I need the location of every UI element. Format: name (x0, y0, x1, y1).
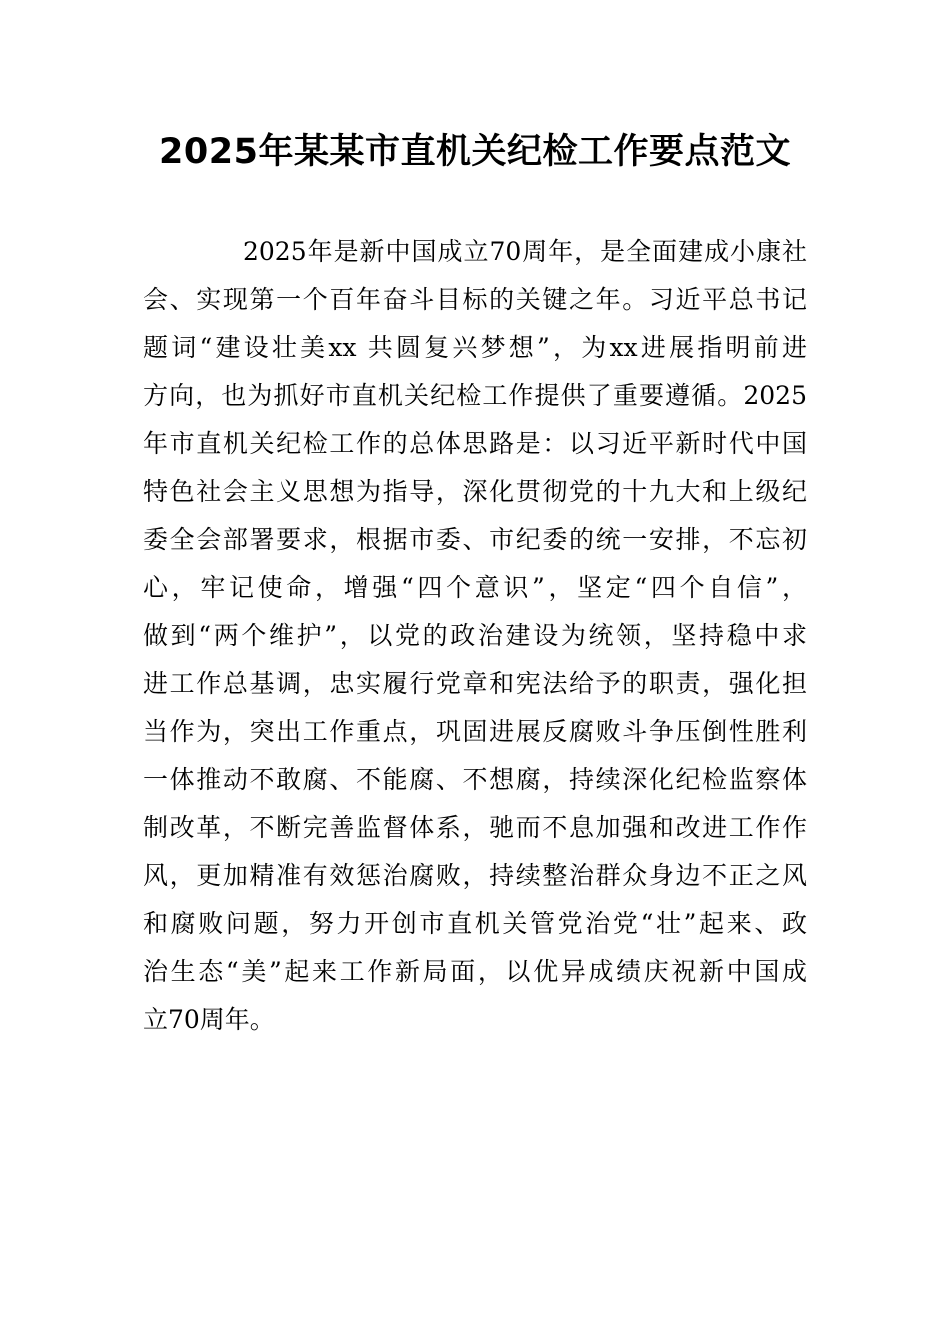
paragraph-line: 立70周年。 (143, 1005, 275, 1034)
paragraph-line: 和腐败问题，努力开创市直机关管党治党“壮”起来、政 (143, 909, 807, 938)
paragraph-line: 制改革，不断完善监督体系，驰而不息加强和改进工作作 (143, 813, 807, 842)
paragraph-line: 题词“建设壮美xx 共圆复兴梦想”，为xx进展指明前进 (143, 333, 807, 362)
paragraph-line: 进工作总基调，忠实履行党章和宪法给予的职责，强化担 (143, 669, 807, 698)
paragraph-line: 当作为，突出工作重点，巩固进展反腐败斗争压倒性胜利 (143, 717, 807, 746)
document-title: 2025年某某市直机关纪检工作要点范文 (159, 132, 791, 172)
paragraph-line: 治生态“美”起来工作新局面，以优异成绩庆祝新中国成 (143, 957, 807, 986)
paragraph-line: 方向，也为抓好市直机关纪检工作提供了重要遵循。2025 (143, 381, 807, 410)
paragraph-line: 风，更加精准有效惩治腐败，持续整治群众身边不正之风 (143, 861, 807, 890)
paragraph-line: 会、实现第一个百年奋斗目标的关键之年。习近平总书记 (143, 285, 807, 314)
paragraph-line: 心，牢记使命，增强“四个意识”，坚定“四个自信”， (143, 573, 807, 602)
paragraph-line: 委全会部署要求，根据市委、市纪委的统一安排，不忘初 (143, 525, 807, 554)
paragraph-line: 一体推动不敢腐、不能腐、不想腐，持续深化纪检监察体 (143, 765, 807, 794)
paragraph-line: 特色社会主义思想为指导，深化贯彻党的十九大和上级纪 (143, 477, 807, 506)
paragraph-line: 2025年是新中国成立70周年，是全面建成小康社 (243, 237, 807, 266)
paragraph-line: 做到“两个维护”，以党的政治建设为统领，坚持稳中求 (143, 621, 807, 650)
paragraph-line: 年市直机关纪检工作的总体思路是：以习近平新时代中国 (143, 429, 807, 458)
